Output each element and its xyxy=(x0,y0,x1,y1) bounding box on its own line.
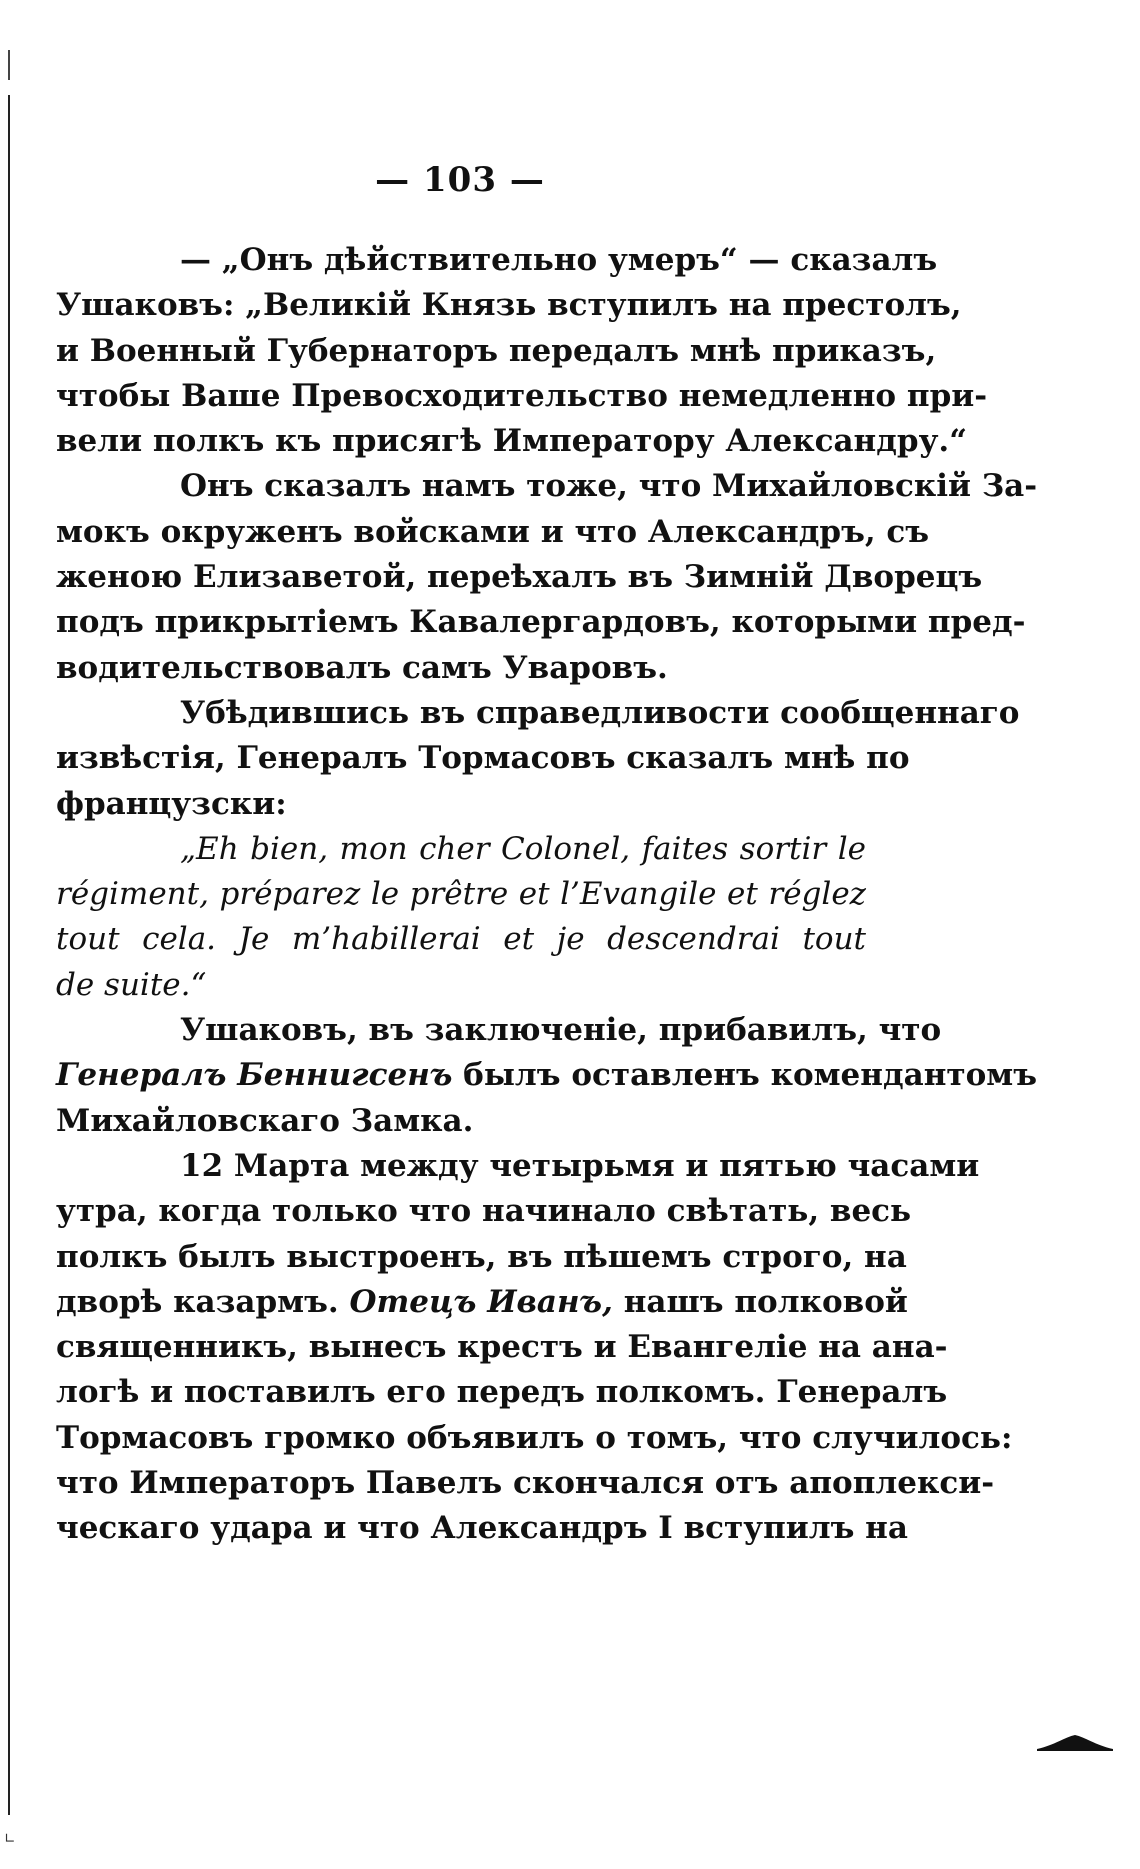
scan-edge-tick xyxy=(8,50,10,80)
text-line: Онъ сказалъ намъ тоже, что Михайловскій За- xyxy=(180,468,1038,505)
paragraph-2 xyxy=(56,464,1038,690)
text-line: логѣ и поставилъ его передъ полкомъ. Генералъ xyxy=(56,1374,948,1411)
text-line xyxy=(56,1053,1037,1098)
text-line: ческаго удара и что Александръ I вступилъ на xyxy=(56,1510,908,1547)
paragraph-6 xyxy=(56,1144,1013,1552)
text-line: tout cela. Je m’habillerai et je descendrai tout xyxy=(56,921,866,958)
text-run: нашъ полковой xyxy=(612,1283,908,1320)
scan-page-edge xyxy=(8,95,10,1815)
text-line: чтобы Ваше Превосходительство немедленно при- xyxy=(56,377,988,414)
text-line: „Eh bien, mon cher Colonel, faites sortir le xyxy=(180,830,866,867)
text-line: французски: xyxy=(56,785,287,822)
text-line: régiment, préparez le prêtre et l’Evangile et réglez xyxy=(56,876,866,913)
paragraph-1 xyxy=(56,238,988,464)
text-run: дворѣ казармъ. xyxy=(56,1283,350,1320)
text-line: водительствовалъ самъ Уваровъ. xyxy=(56,649,668,686)
text-line: что Императоръ Павелъ скончался отъ апоплекси- xyxy=(56,1465,995,1502)
text-line: полкъ былъ выстроенъ, въ пѣшемъ строго, на xyxy=(56,1238,907,1275)
text-line: священникъ, вынесъ крестъ и Евангеліе на ана- xyxy=(56,1329,948,1366)
text-line: подъ прикрытіемъ Кавалергардовъ, которыми пред- xyxy=(56,604,1026,641)
text-line: и Военный Губернаторъ передалъ мнѣ приказъ, xyxy=(56,332,937,369)
text-line: Михайловскаго Замка. xyxy=(56,1102,474,1139)
text-run: былъ оставленъ комендантомъ xyxy=(452,1057,1037,1094)
text-line: Ушаковъ: „Великій Князь вступилъ на престолъ, xyxy=(56,287,962,324)
body-text xyxy=(56,238,1038,1552)
text-line: вели полкъ къ присягѣ Императору Александру.“ xyxy=(56,423,968,460)
paragraph-3 xyxy=(56,691,1020,827)
text-line: — „Онъ дѣйствительно умеръ“ — сказалъ xyxy=(180,242,938,278)
paragraph-4-french-quote xyxy=(56,827,866,1008)
text-line: Ушаковъ, въ заключеніе, прибавилъ, что xyxy=(180,1012,942,1049)
page-number: — 103 — xyxy=(375,160,545,200)
text-line: мокъ окруженъ войсками и что Александръ, съ xyxy=(56,513,930,550)
scan-corner-mark: ∟ xyxy=(4,1831,16,1847)
italic-name: Отецъ Иванъ, xyxy=(349,1283,613,1320)
text-line: извѣстія, Генералъ Тормасовъ сказалъ мнѣ по xyxy=(56,740,910,777)
italic-name: Генералъ Беннигсенъ xyxy=(56,1057,453,1094)
paragraph-5 xyxy=(56,1008,1037,1144)
text-line: 12 Марта между четырьмя и пятью часами xyxy=(180,1147,980,1184)
text-line: Тормасовъ громко объявилъ о томъ, что случилось: xyxy=(56,1419,1013,1456)
text-line: женою Елизаветой, переѣхалъ въ Зимній Дворецъ xyxy=(56,559,983,596)
text-line: утра, когда только что начинало свѣтать, весь xyxy=(56,1193,912,1230)
text-line: Убѣдившись въ справедливости сообщеннаго xyxy=(180,694,1020,731)
text-line xyxy=(56,1280,908,1325)
ink-smudge-ornament xyxy=(1035,1731,1115,1753)
text-line: de suite.“ xyxy=(56,966,207,1003)
